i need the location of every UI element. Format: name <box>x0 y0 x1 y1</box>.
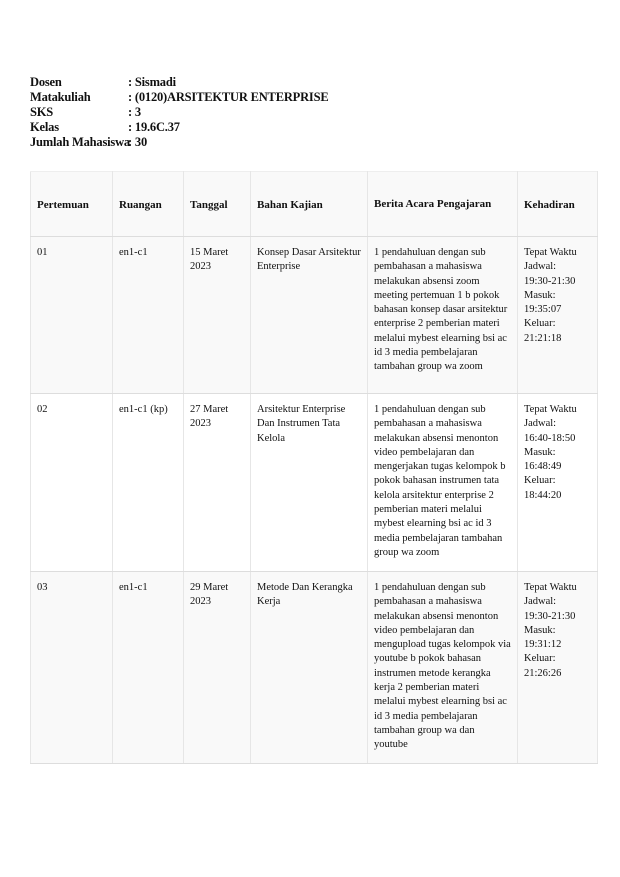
table-row <box>31 237 598 394</box>
kehadiran-masuk-label: Masuk: <box>524 624 556 636</box>
kehadiran-jadwal-label: Jadwal: <box>524 261 557 273</box>
kehadiran-keluar-label: Keluar: <box>524 475 556 487</box>
cell-bahan-kajian: Arsitektur Enterprise Dan Instrumen Tata Kelola <box>251 394 368 572</box>
cell-berita-acara: 1 pendahuluan dengan sub pembahasan a mahasiswa melakukan absensi menonton video pembelajaran dan mengupload tugas kelompok via youtube b pokok bahasan instrumen metode kerangka kerja 2 pemberian materi melalui mybest elearning bsi ac id 3 media pembelajaran tambahan group wa dan youtube <box>368 572 518 764</box>
jumlah-mahasiswa-label: Jumlah Mahasiswa <box>30 135 130 149</box>
header-bahan-kajian: Bahan Kajian <box>251 172 368 237</box>
cell-kehadiran <box>518 237 598 394</box>
kelas-row <box>30 120 328 135</box>
cell-ruangan: en1-c1 <box>113 572 184 764</box>
sks-row <box>30 105 328 120</box>
table-row <box>31 394 598 572</box>
course-info-block <box>30 75 328 150</box>
cell-tanggal: 15 Maret 2023 <box>184 237 251 394</box>
cell-pertemuan: 03 <box>31 572 113 764</box>
header-pertemuan: Pertemuan <box>31 172 113 237</box>
cell-ruangan: en1-c1 <box>113 237 184 394</box>
kehadiran-masuk: 19:35:07 <box>524 304 562 316</box>
cell-bahan-kajian: Konsep Dasar Arsitektur Enterprise <box>251 237 368 394</box>
cell-tanggal: 27 Maret 2023 <box>184 394 251 572</box>
kehadiran-keluar: 21:26:26 <box>524 667 562 679</box>
jumlah-mahasiswa-value: : 30 <box>128 135 147 149</box>
kehadiran-status: Tepat Waktu <box>524 582 577 593</box>
cell-pertemuan: 01 <box>31 237 113 394</box>
kehadiran-masuk: 16:48:49 <box>524 461 562 473</box>
kehadiran-keluar-label: Keluar: <box>524 318 556 330</box>
sks-label: SKS <box>30 105 54 119</box>
kehadiran-jadwal: 16:40-18:50 <box>524 432 576 444</box>
kehadiran-keluar-label: Keluar: <box>524 653 556 665</box>
kehadiran-keluar: 18:44:20 <box>524 489 562 501</box>
kehadiran-jadwal: 19:30-21:30 <box>524 610 576 622</box>
cell-pertemuan: 02 <box>31 394 113 572</box>
jumlah-mahasiswa-row <box>30 135 328 150</box>
cell-kehadiran <box>518 394 598 572</box>
kelas-value: : 19.6C.37 <box>128 120 180 134</box>
kehadiran-status: Tepat Waktu <box>524 404 577 415</box>
kehadiran-jadwal-label: Jadwal: <box>524 418 557 430</box>
kehadiran-jadwal: 19:30-21:30 <box>524 275 576 287</box>
header-tanggal: Tanggal <box>184 172 251 237</box>
matakuliah-label: Matakuliah <box>30 90 91 104</box>
sks-value: : 3 <box>128 105 141 119</box>
matakuliah-value: : (0120)ARSITEKTUR ENTERPRISE <box>128 90 329 104</box>
header-berita-acara: Berita Acara Pengajaran <box>368 172 518 237</box>
dosen-value: : Sismadi <box>128 75 176 89</box>
cell-kehadiran <box>518 572 598 764</box>
matakuliah-row <box>30 90 328 105</box>
cell-ruangan: en1-c1 (kp) <box>113 394 184 572</box>
cell-berita-acara: 1 pendahuluan dengan sub pembahasan a mahasiswa melakukan absensi menonton video pembelajaran dan mengerjakan tugas kelompok b pokok bahasan instrumen tata kelola arsitektur enterprise 2 pemberian materi melalui mybest elearning bsi ac id 3 media pembelajaran tambahan group wa zoom <box>368 394 518 572</box>
cell-tanggal: 29 Maret 2023 <box>184 572 251 764</box>
kehadiran-masuk-label: Masuk: <box>524 289 556 301</box>
kehadiran-masuk: 19:31:12 <box>524 639 562 651</box>
dosen-label: Dosen <box>30 75 62 89</box>
cell-bahan-kajian: Metode Dan Kerangka Kerja <box>251 572 368 764</box>
kehadiran-jadwal-label: Jadwal: <box>524 596 557 608</box>
dosen-row <box>30 75 328 90</box>
cell-berita-acara: 1 pendahuluan dengan sub pembahasan a mahasiswa melakukan absensi zoom meeting pertemuan 1 b pokok bahasan konsep dasar arsitektur enterprise 2 pemberian materi melalui mybest elearning bsi ac id 3 media pembelajaran tambahan group wa zoom <box>368 237 518 394</box>
header-ruangan: Ruangan <box>113 172 184 237</box>
kehadiran-keluar: 21:21:18 <box>524 332 562 344</box>
kehadiran-masuk-label: Masuk: <box>524 446 556 458</box>
attendance-report-table <box>30 171 598 764</box>
table-header-row <box>31 172 598 237</box>
kelas-label: Kelas <box>30 120 59 134</box>
table-row <box>31 572 598 764</box>
header-kehadiran: Kehadiran <box>518 172 598 237</box>
kehadiran-status: Tepat Waktu <box>524 247 577 258</box>
